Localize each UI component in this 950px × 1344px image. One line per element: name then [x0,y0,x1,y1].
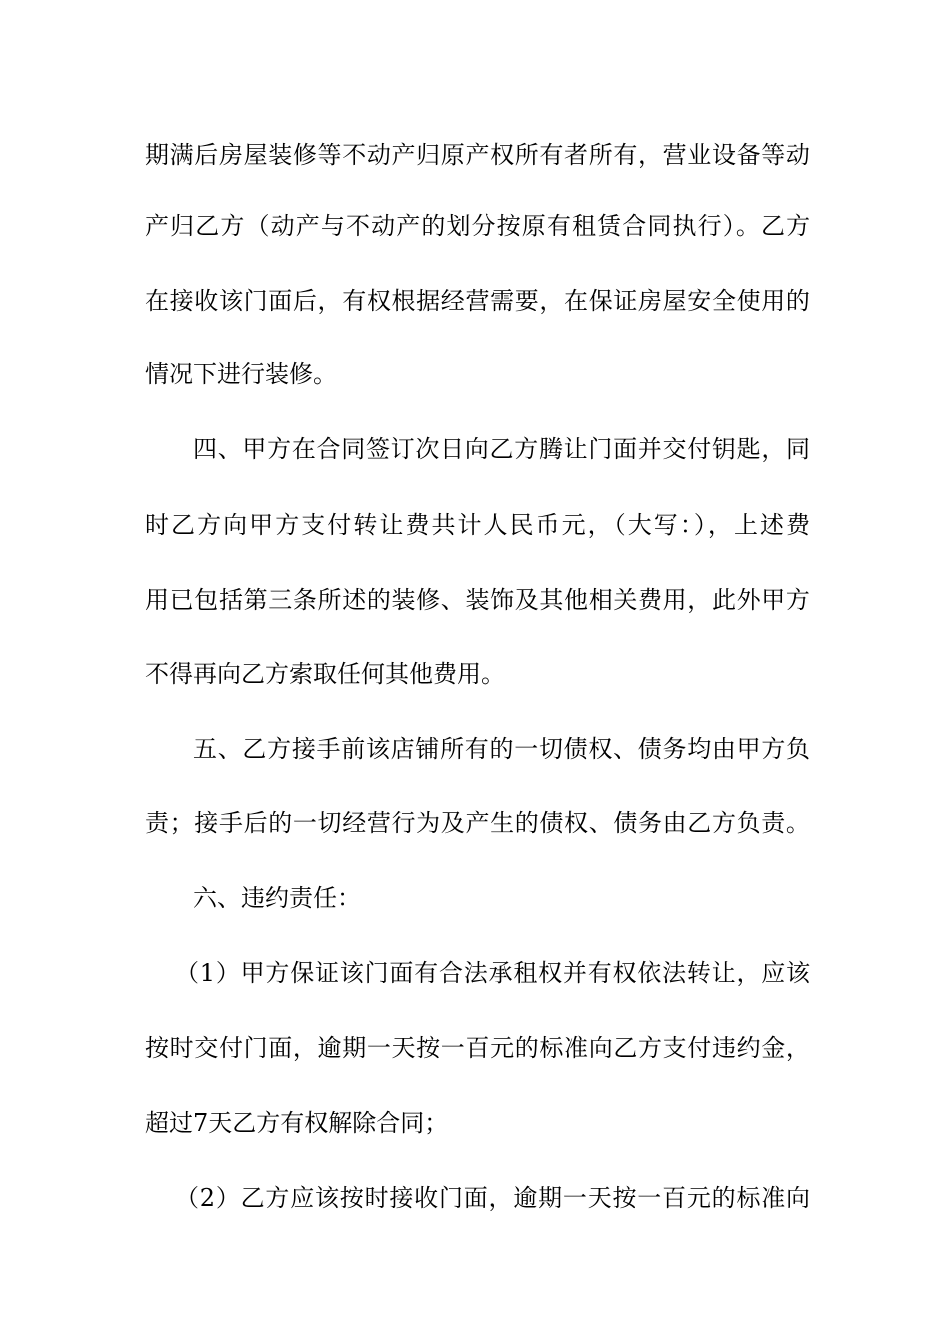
text-line: 情况下进行装修。 [145,360,337,388]
item-one-first-line: （1）甲方保证该门面有合法承租权并有权依法转让，应该 [175,959,811,987]
item-two-first-line: （2）乙方应该按时接收门面，逾期一天按一百元的标准向 [175,1184,811,1212]
clause-six-heading: 六、违约责任： [193,884,361,912]
text-line: 产归乙方（动产与不动产的划分按原有租赁合同执行）。乙方 [145,212,812,240]
text-line: 在接收该门面后，有权根据经营需要，在保证房屋安全使用的 [145,287,811,315]
text-line: 用已包括第三条所述的装修、装饰及其他相关费用，此外甲方 [145,586,811,614]
text-line: 期满后房屋装修等不动产归原产权所有者所有，营业设备等动 [145,141,811,169]
text-line: 责；接手后的一切经营行为及产生的债权、债务由乙方负责。 [145,809,811,837]
clause-five-first-line: 五、乙方接手前该店铺所有的一切债权、债务均由甲方负 [193,735,811,763]
text-line: 按时交付门面，逾期一天按一百元的标准向乙方支付违约金， [145,1034,811,1062]
text-line: 不得再向乙方索取任何其他费用。 [145,660,505,688]
clause-four-first-line: 四、甲方在合同签订次日向乙方腾让门面并交付钥匙，同 [193,435,811,463]
text-line: 时乙方向甲方支付转让费共计人民币元，（大写：），上述费 [145,511,813,539]
text-line: 超过7天乙方有权解除合同； [145,1109,449,1137]
